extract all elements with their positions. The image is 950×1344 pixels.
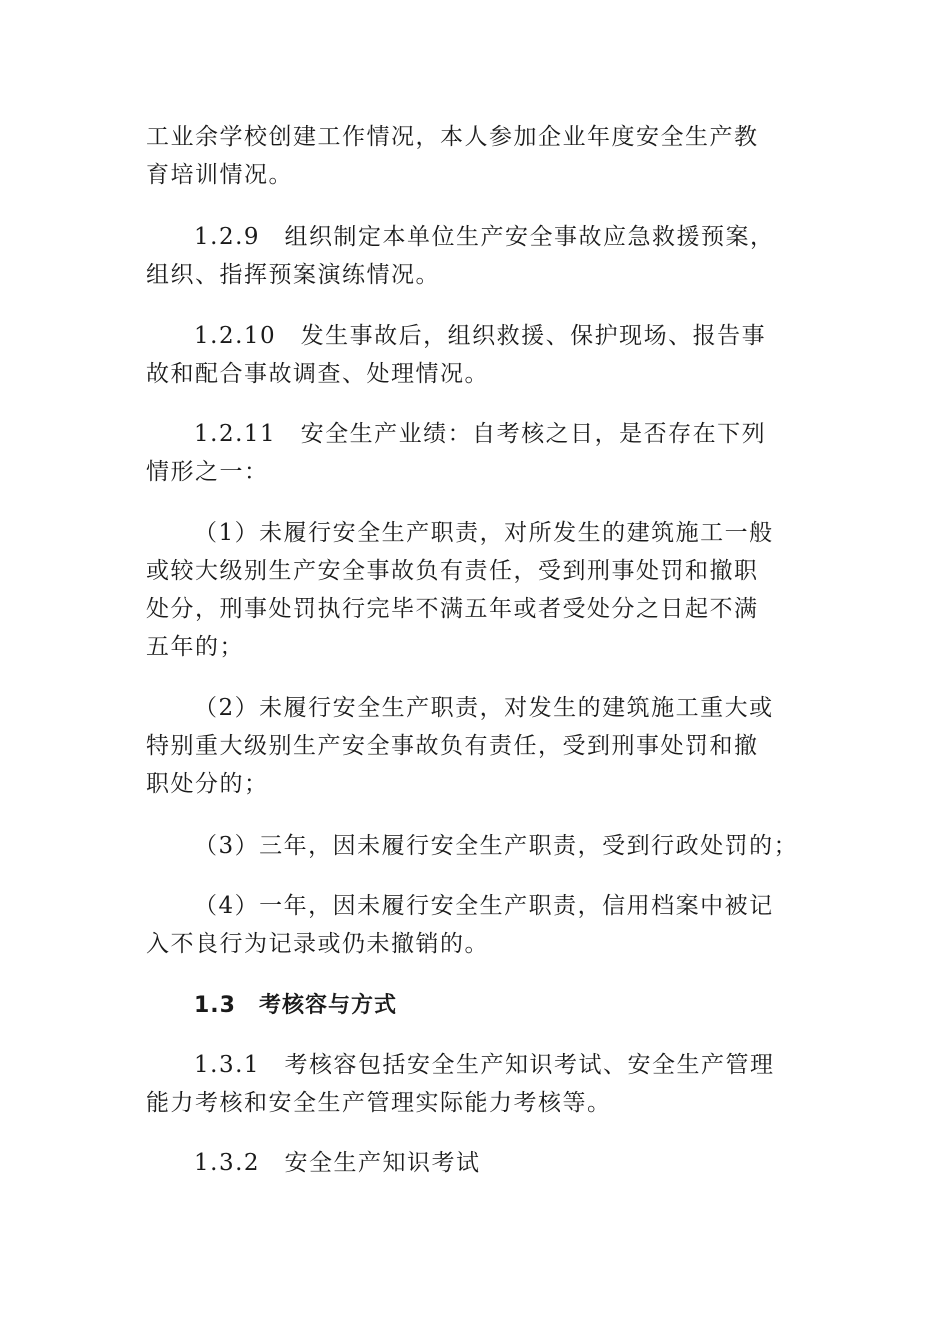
text-line: 特别重大级别生产安全事故负有责任，受到刑事处罚和撤 bbox=[146, 733, 759, 759]
paragraph-1-2-11 bbox=[146, 415, 806, 491]
text-line: 育培训情况。 bbox=[146, 162, 293, 188]
paragraph-1-2-9 bbox=[146, 218, 806, 294]
text-line: （1）未履行安全生产职责，对所发生的建筑施工一般 bbox=[194, 520, 774, 546]
text-line: （4）一年，因未履行安全生产职责，信用档案中被记 bbox=[194, 893, 774, 919]
text-line: 能力考核和安全生产管理实际能力考核等。 bbox=[146, 1090, 612, 1116]
text-line: 1.2.10 发生事故后，组织救援、保护现场、报告事 bbox=[194, 323, 767, 349]
text-line: 或较大级别生产安全事故负有责任，受到刑事处罚和撤职 bbox=[146, 558, 759, 584]
text-line: 1.2.9 组织制定本单位生产安全事故应急救援预案， bbox=[194, 224, 775, 250]
text-line: 处分，刑事处罚执行完毕不满五年或者受处分之日起不满 bbox=[146, 596, 759, 622]
section-heading-1-3: 1.3 考核容与方式 bbox=[194, 993, 397, 1018]
text-line: （2）未履行安全生产职责，对发生的建筑施工重大或 bbox=[194, 695, 774, 721]
text-line: 组织、指挥预案演练情况。 bbox=[146, 262, 440, 288]
text-line: 五年的； bbox=[146, 634, 244, 660]
paragraph-item-2 bbox=[146, 689, 806, 803]
text-line: 入不良行为记录或仍未撤销的。 bbox=[146, 931, 489, 957]
paragraph-1-3-1 bbox=[146, 1046, 806, 1122]
text-line: （3）三年，因未履行安全生产职责，受到行政处罚的； bbox=[194, 833, 799, 859]
paragraph-1-3-2 bbox=[146, 1144, 806, 1182]
paragraph-item-4 bbox=[146, 887, 806, 963]
text-line: 工业余学校创建工作情况，本人参加企业年度安全生产教 bbox=[146, 124, 759, 150]
paragraph-1-2-10 bbox=[146, 317, 806, 393]
text-line: 1.3.1 考核容包括安全生产知识考试、安全生产管理 bbox=[194, 1052, 775, 1078]
text-line: 1.3.2 安全生产知识考试 bbox=[194, 1150, 481, 1176]
paragraph-item-1 bbox=[146, 514, 806, 666]
text-line: 职处分的； bbox=[146, 771, 269, 797]
paragraph-item-3 bbox=[146, 827, 806, 865]
paragraph-continuation bbox=[146, 118, 806, 194]
text-line: 故和配合事故调查、处理情况。 bbox=[146, 361, 489, 387]
text-line: 情形之一： bbox=[146, 459, 269, 485]
text-line: 1.2.11 安全生产业绩：自考核之日，是否存在下列 bbox=[194, 421, 767, 447]
